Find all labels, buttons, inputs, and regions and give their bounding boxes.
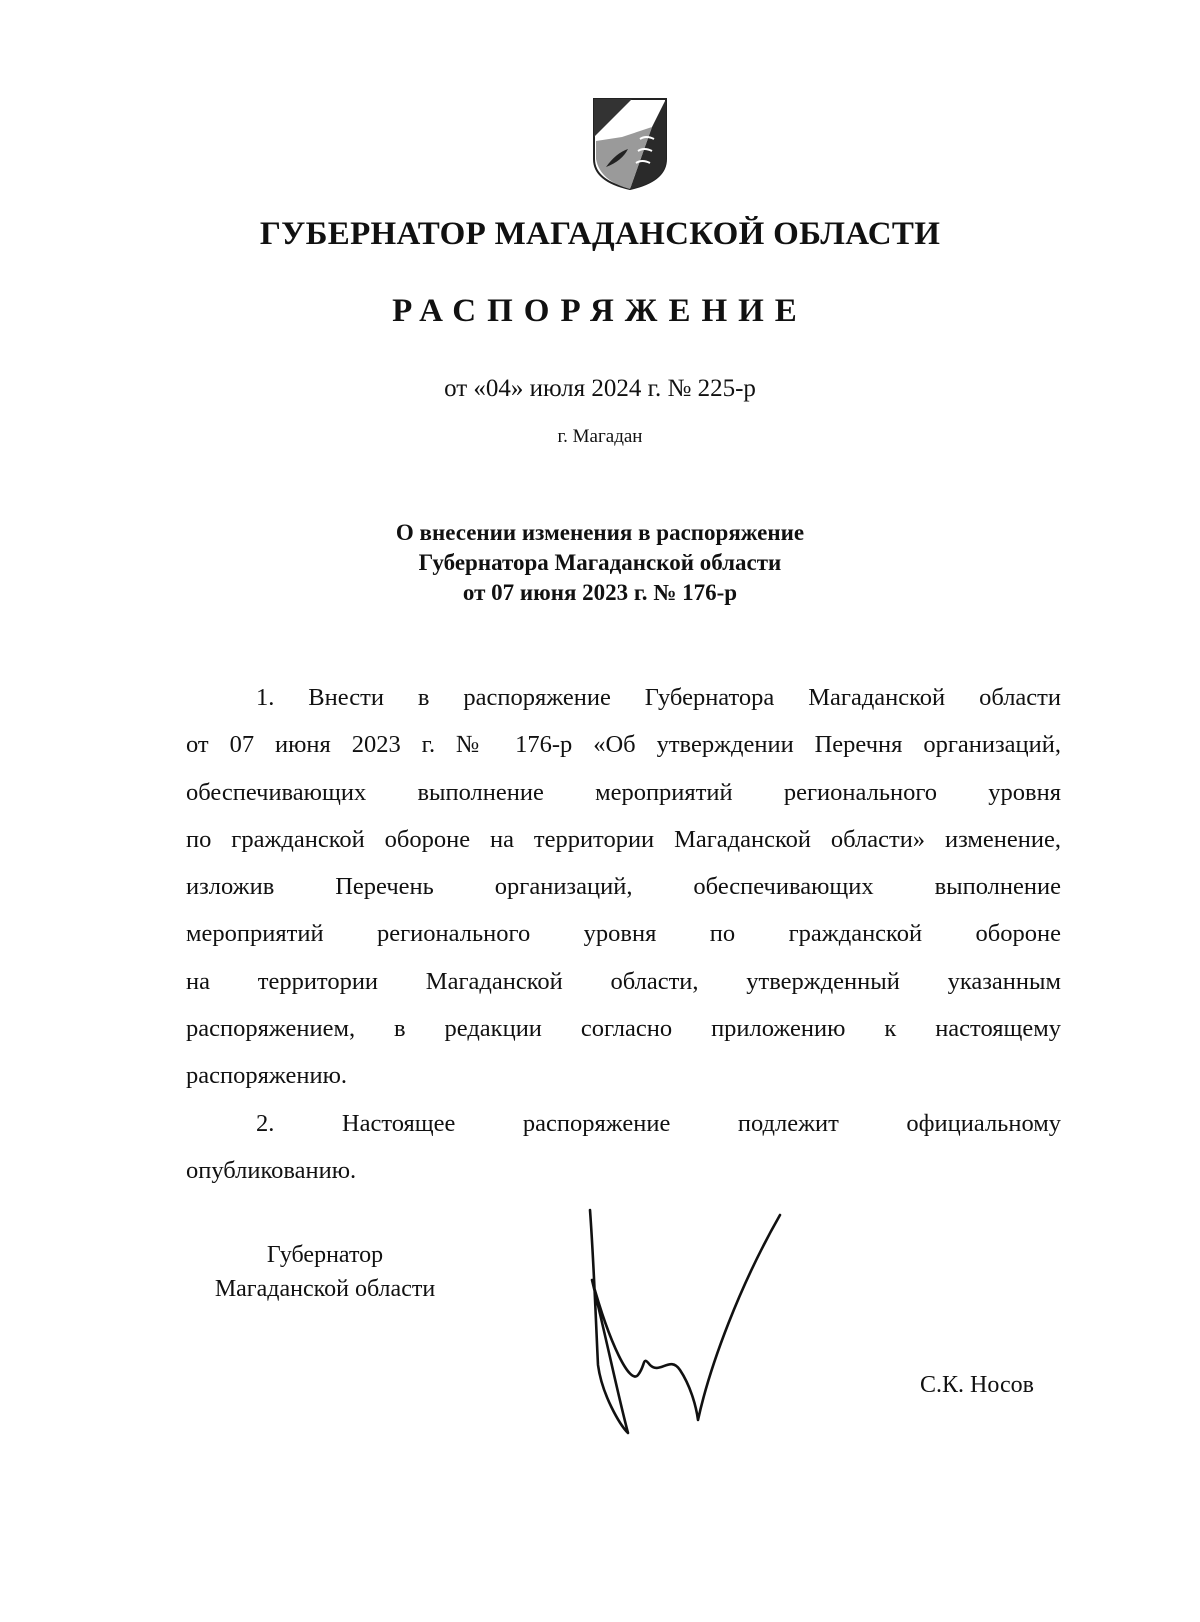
paragraph-1-line: на территории Магаданской области, утвержденный указанным <box>186 967 1061 995</box>
paragraph-1-line: по гражданской обороне на территории Магаданской области» изменение, <box>186 825 1061 853</box>
paragraph-1-line: распоряжению. <box>186 1062 348 1090</box>
document-subject <box>0 518 1200 608</box>
handwritten-signature <box>580 1205 800 1440</box>
subject-line: от 07 июня 2023 г. № 176-р <box>462 580 738 605</box>
subject-line: Губернатора Магаданской области <box>418 550 782 575</box>
issuing-authority: ГУБЕРНАТОР МАГАДАНСКОЙ ОБЛАСТИ <box>259 216 941 252</box>
document-date-number: от «04» июля 2024 г. № 225-р <box>444 375 756 402</box>
paragraph-1-line: обеспечивающих выполнение мероприятий регионального уровня <box>186 778 1061 806</box>
document-type: РАСПОРЯЖЕНИЕ <box>392 293 808 329</box>
subject-line: О внесении изменения в распоряжение <box>395 520 805 545</box>
paragraph-2-line: 2. Настоящее распоряжение подлежит официальному <box>256 1109 1061 1137</box>
document-city: г. Магадан <box>557 426 643 447</box>
signatory-title-line: Губернатор <box>266 1242 384 1268</box>
paragraph-2-line: опубликованию. <box>186 1156 357 1184</box>
signatory-title-line: Магаданской области <box>214 1276 436 1302</box>
paragraph-1-line: мероприятий регионального уровня по гражданской обороне <box>186 920 1061 948</box>
paragraph-1-line: от 07 июня 2023 г. № 176-р «Об утверждении Перечня организаций, <box>186 731 1061 759</box>
paragraph-1-line: распоряжением, в редакции согласно приложению к настоящему <box>186 1015 1061 1043</box>
paragraph-1-line: изложив Перечень организаций, обеспечивающих выполнение <box>186 873 1061 901</box>
document-body <box>186 674 1061 1194</box>
signatory-title <box>190 1238 460 1306</box>
paragraph-1-line: 1. Внести в распоряжение Губернатора Магаданской области <box>256 684 1061 711</box>
signer-name: С.К. Носов <box>920 1372 1034 1398</box>
coat-of-arms-icon <box>592 97 668 191</box>
